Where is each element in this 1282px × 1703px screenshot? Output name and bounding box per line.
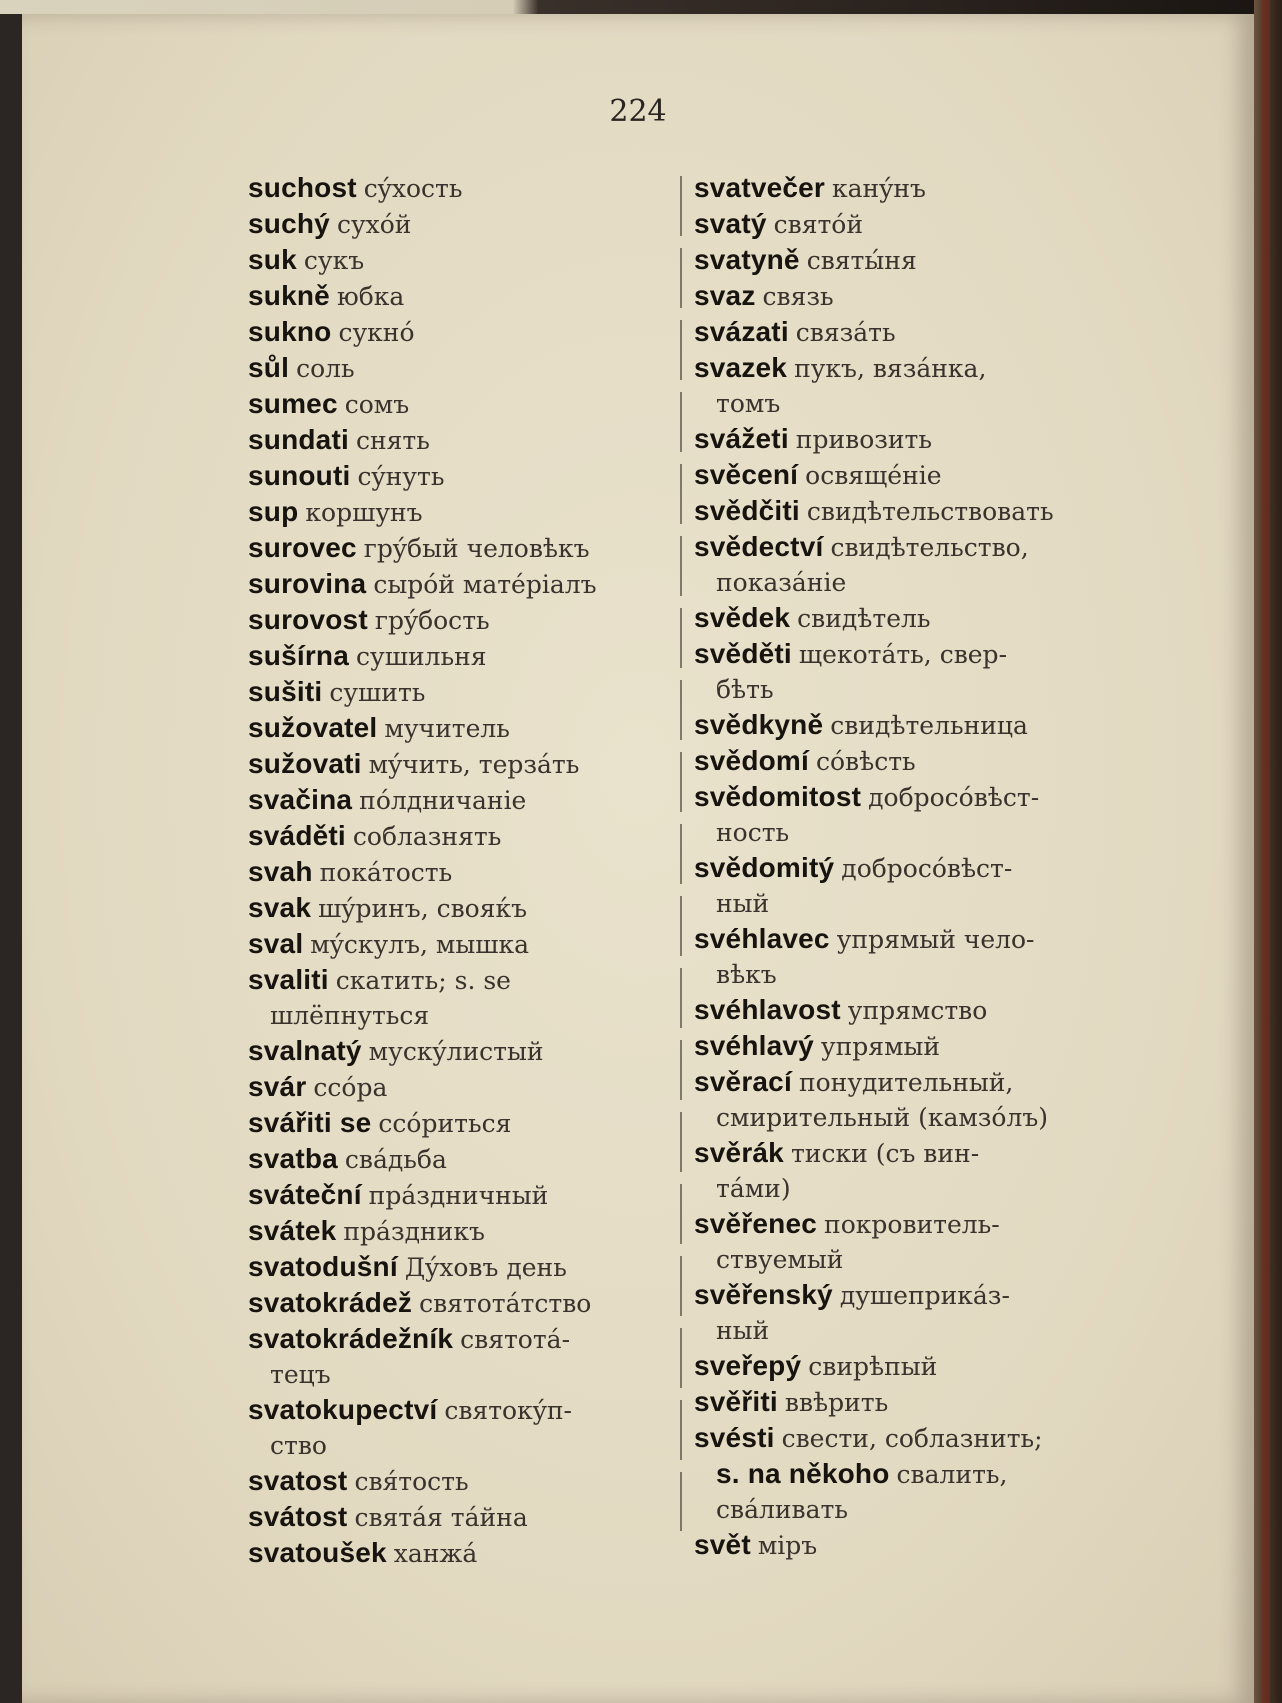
translation: свирѣпый bbox=[808, 1352, 938, 1381]
entry bbox=[694, 206, 1149, 242]
entry bbox=[248, 818, 698, 854]
entry bbox=[694, 1028, 1149, 1064]
translation: сомъ bbox=[344, 390, 410, 419]
headword: svatvečer bbox=[694, 172, 826, 203]
translation: святóй bbox=[773, 210, 864, 239]
headword: suchost bbox=[248, 172, 357, 203]
column-divider bbox=[680, 176, 682, 1531]
translation-continued: тáми) bbox=[716, 1174, 791, 1203]
entry bbox=[694, 529, 1149, 600]
headword: svět bbox=[694, 1529, 751, 1560]
entry bbox=[248, 1141, 698, 1177]
entry bbox=[694, 314, 1149, 350]
translation-continued: бѣть bbox=[716, 675, 774, 704]
headword: sušírna bbox=[248, 640, 349, 671]
translation: шýринъ, свояќъ bbox=[318, 894, 528, 923]
translation: свя́тость bbox=[354, 1467, 469, 1496]
headword: svéhlavec bbox=[694, 923, 830, 954]
headword: sukně bbox=[248, 280, 330, 311]
translation: соблазнять bbox=[352, 822, 502, 851]
headword: svéhlavost bbox=[694, 994, 841, 1025]
entry bbox=[248, 1249, 698, 1285]
entry bbox=[248, 710, 698, 746]
headword: surovost bbox=[248, 604, 368, 635]
headword: svědčiti bbox=[694, 495, 800, 526]
headword: svatoušek bbox=[248, 1537, 387, 1568]
entry bbox=[248, 674, 698, 710]
entry bbox=[248, 1177, 698, 1213]
headword: svázati bbox=[694, 316, 789, 347]
entry bbox=[694, 1064, 1149, 1135]
translation: тиски (съ вин- bbox=[790, 1139, 980, 1168]
entry bbox=[248, 638, 698, 674]
entry bbox=[694, 850, 1149, 921]
translation: свидѣтельство, bbox=[830, 533, 1029, 562]
entry bbox=[694, 1527, 1149, 1563]
translation: святокýп- bbox=[444, 1396, 572, 1425]
headword: svědek bbox=[694, 602, 791, 633]
left-column bbox=[248, 170, 698, 1571]
headword: svatost bbox=[248, 1465, 348, 1496]
headword: sužovatel bbox=[248, 712, 378, 743]
entry bbox=[694, 170, 1149, 206]
translation: сукъ bbox=[303, 246, 365, 275]
entry bbox=[248, 206, 698, 242]
translation: коршунъ bbox=[305, 498, 423, 527]
headword: sundati bbox=[248, 424, 349, 455]
translation: пóлдничанiе bbox=[359, 786, 527, 815]
headword: sup bbox=[248, 496, 299, 527]
headword: svatý bbox=[694, 208, 767, 239]
entry bbox=[694, 992, 1149, 1028]
entry bbox=[248, 278, 698, 314]
translation: грýбость bbox=[374, 606, 490, 635]
entry bbox=[248, 1535, 698, 1571]
headword: svěřenský bbox=[694, 1279, 833, 1310]
entry bbox=[248, 602, 698, 638]
headword: suk bbox=[248, 244, 297, 275]
entry bbox=[694, 707, 1149, 743]
translation: добросóвѣст- bbox=[841, 854, 1013, 883]
headword: sužovati bbox=[248, 748, 362, 779]
dictionary-page bbox=[22, 14, 1254, 1703]
translation: грýбый человѣкъ bbox=[363, 534, 590, 563]
headword: svatyně bbox=[694, 244, 800, 275]
translation: сухóй bbox=[336, 210, 412, 239]
translation-continued: показáніе bbox=[716, 568, 847, 597]
translation: покровитель- bbox=[824, 1210, 1000, 1239]
entry bbox=[694, 493, 1149, 529]
entry bbox=[248, 746, 698, 782]
headword: svátek bbox=[248, 1215, 337, 1246]
translation: мучитель bbox=[384, 714, 510, 743]
translation: сýнуть bbox=[357, 462, 445, 491]
translation: мýскулъ, мышка bbox=[310, 930, 529, 959]
translation: связь bbox=[762, 282, 834, 311]
entry bbox=[694, 1277, 1149, 1348]
headword: svaz bbox=[694, 280, 756, 311]
headword: svatokupectví bbox=[248, 1394, 438, 1425]
translation: связáть bbox=[795, 318, 896, 347]
translation-continued: свалить, bbox=[896, 1460, 1008, 1489]
headword: svědectví bbox=[694, 531, 824, 562]
headword: sumec bbox=[248, 388, 338, 419]
translation: свáдьба bbox=[344, 1145, 447, 1174]
headword: suchý bbox=[248, 208, 330, 239]
book-top-edge bbox=[0, 0, 1282, 14]
entry bbox=[694, 242, 1149, 278]
entry bbox=[248, 350, 698, 386]
translation: сушить bbox=[329, 678, 426, 707]
entry bbox=[694, 421, 1149, 457]
translation: канýнъ bbox=[832, 174, 926, 203]
entry bbox=[694, 1135, 1149, 1206]
translation: добросóвѣст- bbox=[868, 783, 1040, 812]
translation: упрямый bbox=[820, 1032, 941, 1061]
headword: svatokrádežník bbox=[248, 1323, 454, 1354]
entry bbox=[694, 636, 1149, 707]
entry bbox=[694, 921, 1149, 992]
headword: svěcení bbox=[694, 459, 799, 490]
translation: святáя тáйна bbox=[354, 1503, 528, 1532]
headword: sůl bbox=[248, 352, 290, 383]
headword: svazek bbox=[694, 352, 788, 383]
entry bbox=[248, 566, 698, 602]
headword: svátost bbox=[248, 1501, 348, 1532]
headword: sveřepý bbox=[694, 1350, 802, 1381]
headword: sunouti bbox=[248, 460, 351, 491]
translation-continued: ствуемый bbox=[716, 1245, 844, 1274]
translation: міръ bbox=[757, 1531, 818, 1560]
translation-continued: тецъ bbox=[270, 1360, 331, 1389]
translation: сýхость bbox=[363, 174, 463, 203]
translation: щекотáть, свер- bbox=[798, 640, 1008, 669]
headword: svěřenec bbox=[694, 1208, 818, 1239]
translation: снять bbox=[355, 426, 430, 455]
headword: svěrák bbox=[694, 1137, 784, 1168]
sub-headword: s. na někoho bbox=[716, 1458, 890, 1489]
headword: svědomitost bbox=[694, 781, 862, 812]
entry bbox=[694, 1348, 1149, 1384]
headword: svážeti bbox=[694, 423, 789, 454]
translation: свести, соблазнить; bbox=[781, 1424, 1043, 1453]
entry bbox=[694, 350, 1149, 421]
translation: ввѣрить bbox=[784, 1388, 889, 1417]
translation: освящéніе bbox=[805, 461, 942, 490]
entry bbox=[248, 854, 698, 890]
entry bbox=[248, 890, 698, 926]
translation: упрямство bbox=[847, 996, 988, 1025]
page-number: 224 bbox=[609, 94, 667, 129]
sub-entry bbox=[694, 1456, 1149, 1492]
binding-cloth bbox=[1262, 0, 1270, 1703]
headword: sukno bbox=[248, 316, 332, 347]
entry bbox=[248, 422, 698, 458]
translation: ссóра bbox=[313, 1073, 388, 1102]
translation: покáтость bbox=[319, 858, 453, 887]
entry bbox=[248, 1213, 698, 1249]
translation-continued: ность bbox=[716, 818, 790, 847]
entry bbox=[694, 600, 1149, 636]
translation: сушильня bbox=[356, 642, 487, 671]
headword: svatba bbox=[248, 1143, 338, 1174]
headword: sváteční bbox=[248, 1179, 362, 1210]
headword: svědomí bbox=[694, 745, 809, 776]
translation: Дýховъ день bbox=[404, 1253, 567, 1282]
translation-continued: свáливать bbox=[716, 1495, 848, 1524]
entry bbox=[248, 1499, 698, 1535]
translation: свидѣтельница bbox=[830, 711, 1028, 740]
translation-continued: ство bbox=[270, 1431, 327, 1460]
right-column bbox=[694, 170, 1149, 1563]
headword: svalnatý bbox=[248, 1035, 362, 1066]
headword: svačina bbox=[248, 784, 353, 815]
translation: святы́ня bbox=[806, 246, 917, 275]
translation: понудительный, bbox=[798, 1068, 1014, 1097]
translation-continued: шлёпнуться bbox=[270, 1001, 430, 1030]
headword: svědkyně bbox=[694, 709, 824, 740]
entry bbox=[248, 926, 698, 962]
entry bbox=[694, 1384, 1149, 1420]
headword: svár bbox=[248, 1071, 307, 1102]
headword: sval bbox=[248, 928, 304, 959]
entry bbox=[248, 458, 698, 494]
translation-continued: смирительный (камзóлъ) bbox=[716, 1103, 1049, 1132]
entry bbox=[248, 962, 698, 1033]
entry bbox=[694, 779, 1149, 850]
entry bbox=[248, 170, 698, 206]
entry bbox=[248, 386, 698, 422]
headword: svářiti se bbox=[248, 1107, 372, 1138]
translation-continued: вѣкъ bbox=[716, 960, 777, 989]
entry bbox=[694, 457, 1149, 493]
translation: святотá- bbox=[460, 1325, 571, 1354]
translation: ссóриться bbox=[378, 1109, 512, 1138]
headword: surovina bbox=[248, 568, 367, 599]
translation: святотáтство bbox=[419, 1289, 592, 1318]
entry bbox=[248, 494, 698, 530]
entry bbox=[248, 1069, 698, 1105]
headword: sváděti bbox=[248, 820, 346, 851]
entry bbox=[248, 1321, 698, 1392]
translation-continued: томъ bbox=[716, 389, 781, 418]
entry bbox=[248, 1105, 698, 1141]
translation: сóвѣсть bbox=[816, 747, 916, 776]
headword: svědomitý bbox=[694, 852, 835, 883]
translation-continued: ный bbox=[716, 889, 770, 918]
headword: svéhlavý bbox=[694, 1030, 814, 1061]
entry bbox=[694, 743, 1149, 779]
headword: svésti bbox=[694, 1422, 775, 1453]
headword: svěřiti bbox=[694, 1386, 778, 1417]
translation: сукнó bbox=[338, 318, 415, 347]
entry bbox=[248, 1392, 698, 1463]
translation: сырóй матéріалъ bbox=[373, 570, 597, 599]
headword: svaliti bbox=[248, 964, 329, 995]
headword: surovec bbox=[248, 532, 357, 563]
translation: ханжá bbox=[393, 1539, 478, 1568]
entry bbox=[248, 530, 698, 566]
entry bbox=[694, 1420, 1149, 1527]
translation: привозить bbox=[795, 425, 932, 454]
entry bbox=[248, 1033, 698, 1069]
translation: душеприкáз- bbox=[839, 1281, 1010, 1310]
headword: svah bbox=[248, 856, 313, 887]
translation: свидѣтельствовать bbox=[806, 497, 1054, 526]
entry bbox=[694, 1206, 1149, 1277]
entry bbox=[248, 1285, 698, 1321]
entry bbox=[248, 314, 698, 350]
translation: свидѣтель bbox=[797, 604, 931, 633]
translation: мускýлистый bbox=[368, 1037, 544, 1066]
entry bbox=[248, 242, 698, 278]
headword: svěděti bbox=[694, 638, 792, 669]
headword: svak bbox=[248, 892, 312, 923]
headword: svatodušní bbox=[248, 1251, 398, 1282]
entry bbox=[248, 1463, 698, 1499]
headword: sušiti bbox=[248, 676, 323, 707]
translation: мýчить, терзáть bbox=[368, 750, 580, 779]
translation: соль bbox=[296, 354, 355, 383]
translation: прáздникъ bbox=[343, 1217, 485, 1246]
translation: упрямый чело- bbox=[836, 925, 1035, 954]
entry bbox=[248, 782, 698, 818]
translation: юбка bbox=[336, 282, 405, 311]
translation-continued: ный bbox=[716, 1316, 770, 1345]
translation: пукъ, вязáнка, bbox=[794, 354, 987, 383]
headword: svatokrádež bbox=[248, 1287, 413, 1318]
translation: скатить; s. se bbox=[335, 966, 511, 995]
headword: svěrací bbox=[694, 1066, 792, 1097]
translation: прáздничный bbox=[368, 1181, 549, 1210]
entry bbox=[694, 278, 1149, 314]
